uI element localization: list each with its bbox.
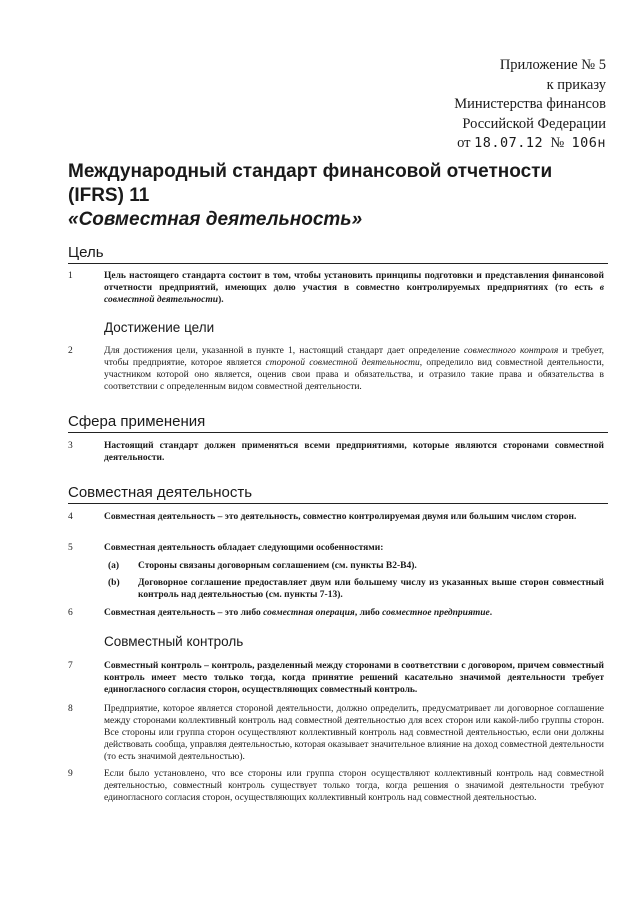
annex-date: 18.07.12: [474, 135, 544, 151]
section-heading-joint-activity: Совместная деятельность: [68, 484, 608, 504]
paragraph-2-text-b: и требует, чтобы предприятие, которое является: [104, 346, 604, 368]
paragraph-number-5: 5: [68, 543, 73, 553]
annex-line-2: к приказу: [546, 76, 606, 93]
section-heading-scope: Сфера применения: [68, 413, 608, 433]
annex-line-4: Российской Федерации: [462, 115, 606, 132]
paragraph-2-text-a: Для достижения цели, указанной в пункте 1, настоящий стандарт дает определение: [104, 346, 464, 356]
annex-number: 106н: [571, 135, 606, 151]
paragraph-6-emphasis-1: совместная операция: [263, 608, 355, 618]
paragraph-number-7: 7: [68, 661, 73, 671]
paragraph-1-text-b: ).: [218, 295, 224, 305]
paragraph-8: Предприятие, которое является стороной деятельности, должно определить, предусматривает ли договорное соглашение между сторонами коллективный контроль над совместной деятельностью для всех сторон или какой-либо группы сторон. Все стороны или группа сторон осуществляют коллективный контроль над совместной деятельностью, если они должны действовать сообща, управляя деятельностью, которая оказывает значительное влияние на доход совместной деятельности (то есть значимой деятельностью).: [104, 704, 604, 762]
paragraph-6: [104, 607, 604, 619]
paragraph-6-text-a: Совместная деятельность – это либо: [104, 608, 264, 618]
document-title: [68, 160, 608, 232]
paragraph-3: Настоящий стандарт должен применяться всеми предприятиями, которые являются сторонами совместной деятельности.: [104, 441, 604, 463]
subsection-heading-joint-control: Совместный контроль: [104, 634, 244, 649]
paragraph-4: Совместная деятельность – это деятельность, совместно контролируемая двумя или большим числом сторон.: [104, 512, 577, 522]
paragraph-1-emphasis: в совместной деятельности: [104, 283, 604, 305]
paragraph-1: [104, 270, 604, 306]
paragraph-number-6: 6: [68, 608, 73, 618]
annex-line-3: Министерства финансов: [454, 96, 606, 112]
title-line-1: Международный стандарт финансовой отчетности: [68, 161, 553, 182]
paragraph-6-emphasis-2: совместное предприятие: [382, 608, 490, 618]
subparagraph-number-5b: (b): [108, 578, 120, 588]
paragraph-number-4: 4: [68, 512, 73, 522]
paragraph-2-text-c: , определило вид совместной деятельности, участником которой оно является, оценив свои права и обязательства, и отразило такие права и обязательства в соответствии с определенным видом совместной деятельности.: [104, 358, 604, 392]
paragraph-2-emphasis-1: совместного контроля: [463, 346, 559, 356]
paragraph-2: [104, 345, 604, 393]
paragraph-9: Если было установлено, что все стороны или группа сторон осуществляют коллективный контроль над совместной деятельностью, совместный контроль существует только тогда, когда решения о значимой деятельности требуют единогласного согласия сторон, осуществляющих коллективный контроль над совместной деятельностью.: [104, 769, 604, 803]
section-heading-goal: Цель: [68, 244, 608, 264]
paragraph-number-3: 3: [68, 441, 73, 451]
subsection-heading-goal-achievement: Достижение цели: [104, 320, 215, 335]
annex-date-prefix: от: [457, 135, 471, 151]
paragraph-number-9: 9: [68, 769, 73, 779]
title-subtitle: «Совместная деятельность»: [68, 209, 363, 230]
paragraph-1-text-a: Цель настоящего стандарта состоит в том, чтобы установить принципы подготовки и представления финансовой отчетности предприятий, имеющих долю участия в совместно контролируемых предприятиях (то есть: [104, 271, 604, 293]
title-line-2: (IFRS) 11: [68, 185, 150, 206]
paragraph-6-text-b: , либо: [354, 608, 383, 618]
paragraph-2-emphasis-2: стороной совместной деятельности: [265, 358, 420, 368]
paragraph-7: Совместный контроль – контроль, разделенный между сторонами в соответствии с договором, причем совместный контроль имеет место только тогда, когда принятие решений касательно значимой деятельности требует единогласного согласия сторон, осуществляющих совместный контроль.: [104, 661, 604, 695]
paragraph-number-2: 2: [68, 346, 73, 356]
paragraph-6-text-c: .: [489, 608, 493, 618]
annex-line-1: Приложение № 5: [499, 57, 606, 73]
annex-header: [454, 56, 606, 154]
annex-number-prefix: №: [550, 135, 565, 151]
subparagraph-5a: Стороны связаны договорным соглашением (см. пункты В2-В4).: [138, 561, 417, 571]
paragraph-number-1: 1: [68, 271, 73, 281]
subparagraph-5b: Договорное соглашение предоставляет двум или большему числу из указанных выше сторон совместный контроль над деятельностью (см. пункты 7-13).: [138, 578, 604, 600]
paragraph-5: Совместная деятельность обладает следующими особенностями:: [104, 543, 384, 553]
paragraph-number-8: 8: [68, 704, 73, 714]
annex-date-line: [454, 134, 606, 154]
subparagraph-number-5a: (a): [108, 561, 120, 571]
